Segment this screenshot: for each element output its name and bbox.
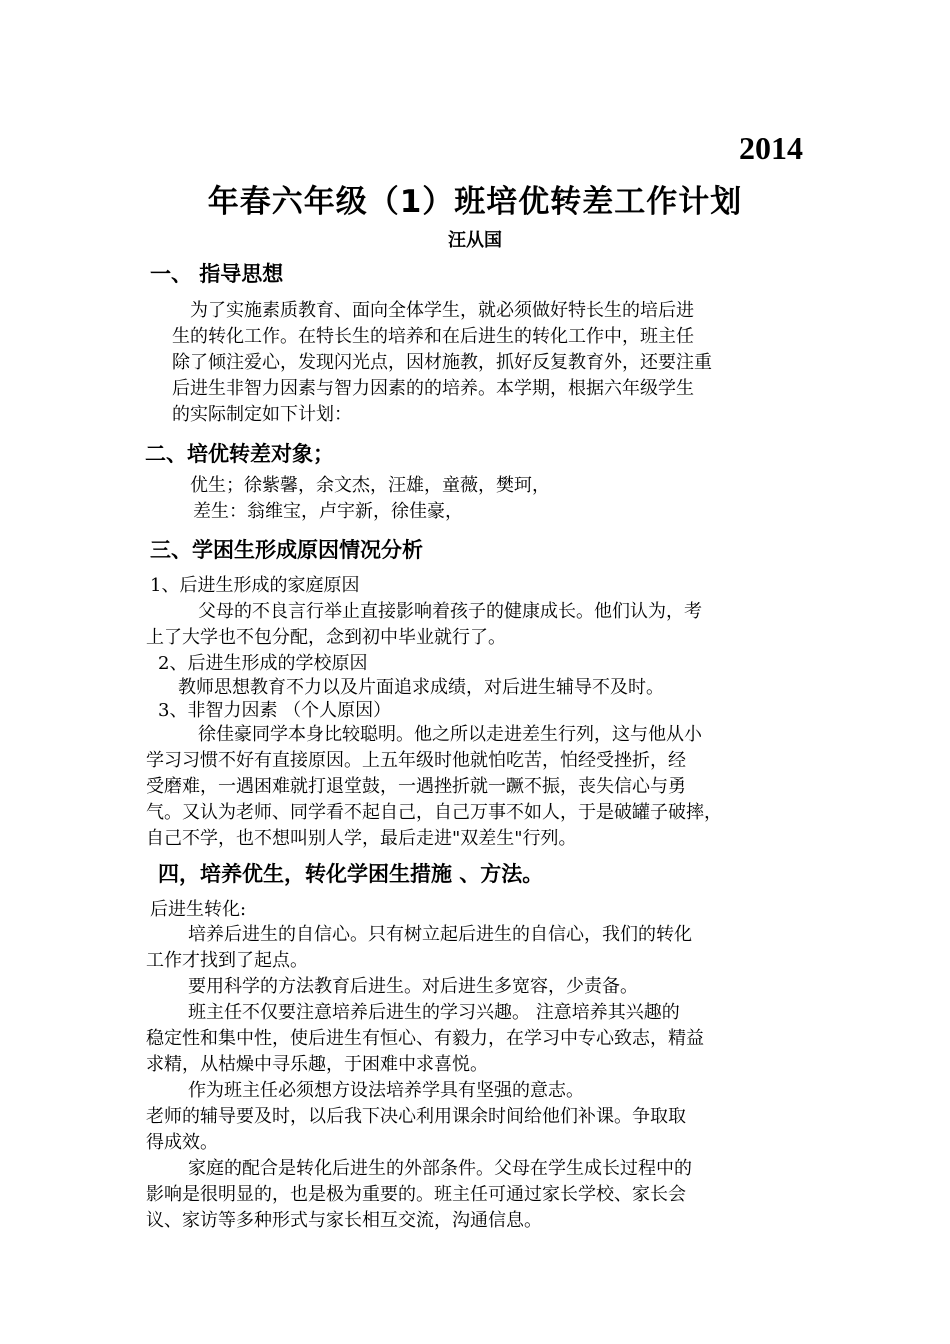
section3-sub2-text: 教师思想教育不力以及片面追求成绩，对后进生辅导不及时。 [178,677,664,698]
section4-line: 班主任不仅要注意培养后进生的学习兴趣。 注意培养其兴趣的 [188,1002,680,1023]
section3-sub2: 2、后进生形成的学校原因 [158,653,368,674]
document-title: 年春六年级（1）班培优转差工作计划 [207,184,743,220]
section4-intro: 后进生转化: [150,899,247,920]
section3-sub1-body [146,599,702,651]
section3-sub3-line: 气。又认为老师、同学看不起自己，自己万事不如人，于是破罐子破摔， [146,802,722,823]
section3-sub3-line: 学习习惯不好有直接原因。上五年级时他就怕吃苦，怕经受挫折，经 [146,750,686,771]
section3-sub1: 1、后进生形成的家庭原因 [150,575,360,596]
section3-sub3-line: 受磨难，一遇困难就打退堂鼓，一遇挫折就一蹶不振，丧失信心与勇 [146,776,686,797]
section4-body [146,922,704,1234]
section4-line: 得成效。 [146,1132,218,1153]
poor-students-line: 差生：翁维宝，卢宇新，徐佳豪， [193,501,463,522]
section4-line: 议、家访等多种形式与家长相互交流，沟通信息。 [146,1210,542,1231]
section4-line: 要用科学的方法教育后进生。对后进生多宽容，少责备。 [188,976,638,997]
section4-line: 影响是很明显的，也是极为重要的。班主任可通过家长学校、家长会 [146,1184,686,1205]
section1-line: 为了实施素质教育、面向全体学生，就必须做好特长生的培后进 [190,300,694,321]
section1-body [172,298,712,428]
good-students-line: 优生；徐紫馨，余文杰，汪雄，童薇，樊珂， [190,475,550,496]
section3-sub3: 3、非智力因素 （个人原因） [158,700,392,721]
document-author: 汪从国 [448,230,502,251]
section1-line: 的实际制定如下计划： [172,404,352,425]
section3-sub3-line: 徐佳豪同学本身比较聪明。他之所以走进差生行列，这与他从小 [198,724,702,745]
section3-sub3-body [146,722,722,852]
section1-line: 除了倾注爱心，发现闪光点，因材施教，抓好反复教育外，还要注重 [172,352,712,373]
section4-line: 求精，从枯燥中寻乐趣，于困难中求喜悦。 [146,1054,488,1075]
section3-heading: 三、学困生形成原因情况分析 [150,538,423,562]
section4-line: 家庭的配合是转化后进生的外部条件。父母在学生成长过程中的 [188,1158,692,1179]
section2-heading: 二、培优转差对象； [145,442,334,466]
section1-line: 后进生非智力因素与智力因素的的培养。本学期，根据六年级学生 [172,378,694,399]
section4-line: 培养后进生的自信心。只有树立起后进生的自信心，我们的转化 [188,924,692,945]
section4-line: 老师的辅导要及时，以后我下决心利用课余时间给他们补课。争取取 [146,1106,686,1127]
section1-line: 生的转化工作。在特长生的培养和在后进生的转化工作中，班主任 [172,326,694,347]
section3-sub3-line: 自己不学，也不想叫别人学，最后走进"双差生"行列。 [146,828,577,849]
section4-heading: 四，培养优生，转化学困生措施 、方法。 [158,862,544,886]
section4-line: 工作才找到了起点。 [146,950,308,971]
section4-line: 稳定性和集中性，使后进生有恒心、有毅力，在学习中专心致志，精益 [146,1028,704,1049]
section4-line: 作为班主任必须想方设法培养学具有坚强的意志。 [188,1080,584,1101]
section3-sub1-line: 上了大学也不包分配，念到初中毕业就行了。 [146,627,506,648]
document-year: 2014 [739,130,803,166]
section1-heading: 一、 指导思想 [150,262,284,286]
section3-sub1-line: 父母的不良言行举止直接影响着孩子的健康成长。他们认为，考 [198,601,702,622]
